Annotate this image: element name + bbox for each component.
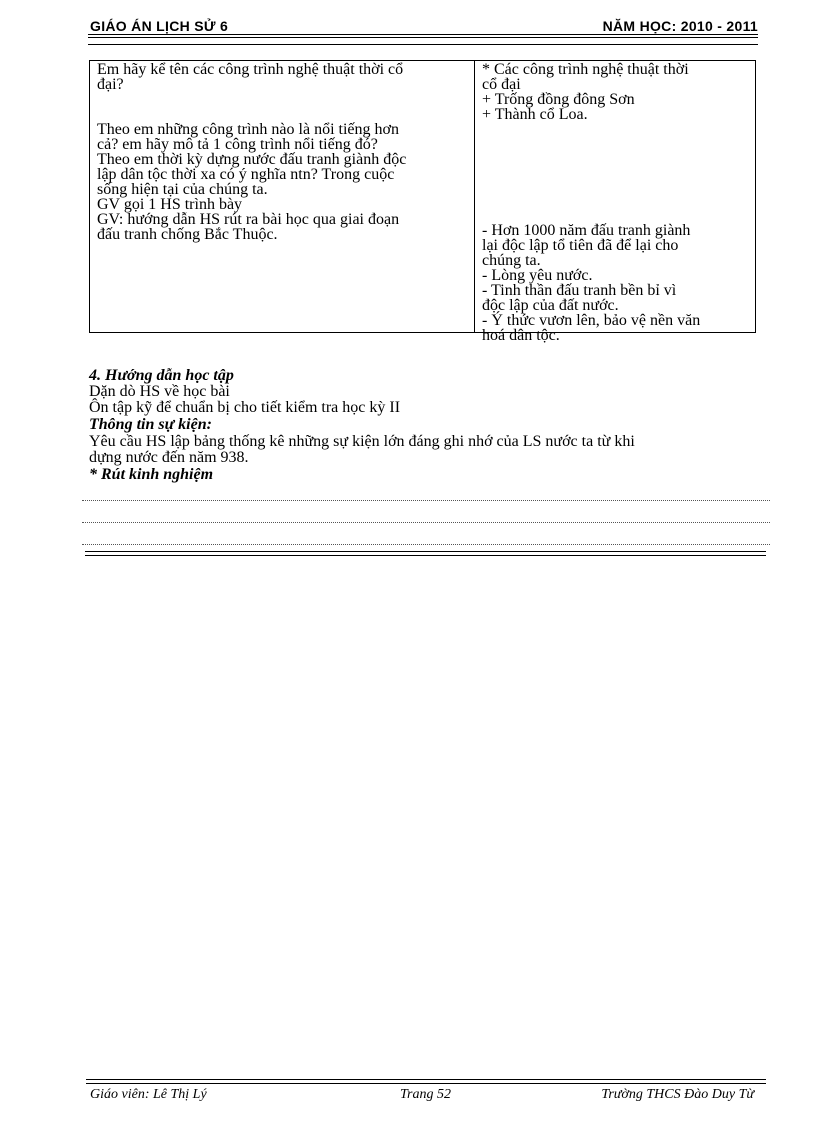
- question-line: sống hiện tại của chúng ta.: [97, 181, 268, 198]
- teacher-instruction: GV gọi 1 HS trình bày: [97, 196, 243, 213]
- experience-title: * Rút kinh nghiệm: [89, 466, 214, 483]
- info-line: dựng nước đến năm 938.: [89, 449, 249, 466]
- info-line: Yêu cầu HS lập bảng thống kê những sự kiện lớn đáng ghi nhớ của LS nước ta từ khi: [89, 433, 635, 450]
- footer-rule-2: [86, 1083, 766, 1084]
- footer-page-number: Trang 52: [400, 1087, 451, 1102]
- answer-line: hoá dân tộc.: [482, 327, 560, 344]
- answer-line: cổ đại: [482, 76, 521, 93]
- info-title: Thông tin sự kiện:: [89, 416, 212, 433]
- lesson-table: [89, 60, 756, 344]
- answer-line: - Tinh thần đấu tranh bền bỉ vì: [482, 282, 677, 299]
- question-line: đại?: [97, 76, 124, 93]
- answer-line: - Hơn 1000 năm đấu tranh giành: [482, 222, 691, 239]
- question-line: Em hãy kể tên các công trình nghệ thuật thời cổ: [97, 61, 404, 78]
- section-end-rule-2: [85, 555, 766, 556]
- header-rule-3: [88, 44, 758, 45]
- footer-teacher: Giáo viên: Lê Thị Lý: [90, 1087, 207, 1102]
- answer-line: - Lòng yêu nước.: [482, 267, 593, 284]
- table-row: [90, 61, 756, 333]
- teacher-instruction: GV: hướng dẫn HS rút ra bài học qua giai đoạn: [97, 211, 400, 228]
- content-cell: [475, 61, 756, 344]
- header-rule-1: [88, 34, 758, 35]
- section-4-line: Ôn tập kỹ để chuẩn bị cho tiết kiểm tra học kỳ II: [89, 399, 401, 416]
- answer-line: - Ý thức vươn lên, bảo vệ nền văn: [482, 312, 701, 329]
- header-rule-2: [88, 37, 758, 38]
- answer-line: chúng ta.: [482, 252, 541, 269]
- dotted-line: [82, 544, 770, 545]
- dotted-line: [82, 522, 770, 523]
- question-line: Theo em những công trình nào là nổi tiếng hơn: [97, 121, 399, 138]
- teacher-instruction: đấu tranh chống Bắc Thuộc.: [97, 226, 278, 243]
- answer-line: + Thành cổ Loa.: [482, 106, 588, 123]
- section-4-title: 4. Hướng dẫn học tập: [89, 367, 234, 384]
- question-line: Theo em thời kỳ dựng nước đấu tranh giành độc: [97, 151, 407, 168]
- section-4-line: Dặn dò HS về học bài: [89, 383, 230, 400]
- teacher-activity-cell: [90, 61, 475, 333]
- answer-line: + Trống đồng đông Sơn: [482, 91, 635, 108]
- footer-school: Trường THCS Đào Duy Từ: [601, 1087, 754, 1102]
- dotted-line: [82, 500, 770, 501]
- question-line: lập dân tộc thời xa có ý nghĩa ntn? Trong cuộc: [97, 166, 395, 183]
- footer-rule-1: [86, 1079, 766, 1080]
- answer-line: lại độc lập tổ tiên đã để lại cho: [482, 237, 679, 254]
- header-subject: GIÁO ÁN LỊCH SỬ 6: [90, 18, 229, 34]
- header-school-year: NĂM HỌC: 2010 - 2011: [602, 18, 758, 34]
- question-line: cả? em hãy mô tả 1 công trình nổi tiếng đó?: [97, 136, 378, 153]
- section-end-rule-1: [85, 551, 766, 552]
- answer-line: * Các công trình nghệ thuật thời: [482, 61, 689, 78]
- answer-line: độc lập của đất nước.: [482, 297, 619, 314]
